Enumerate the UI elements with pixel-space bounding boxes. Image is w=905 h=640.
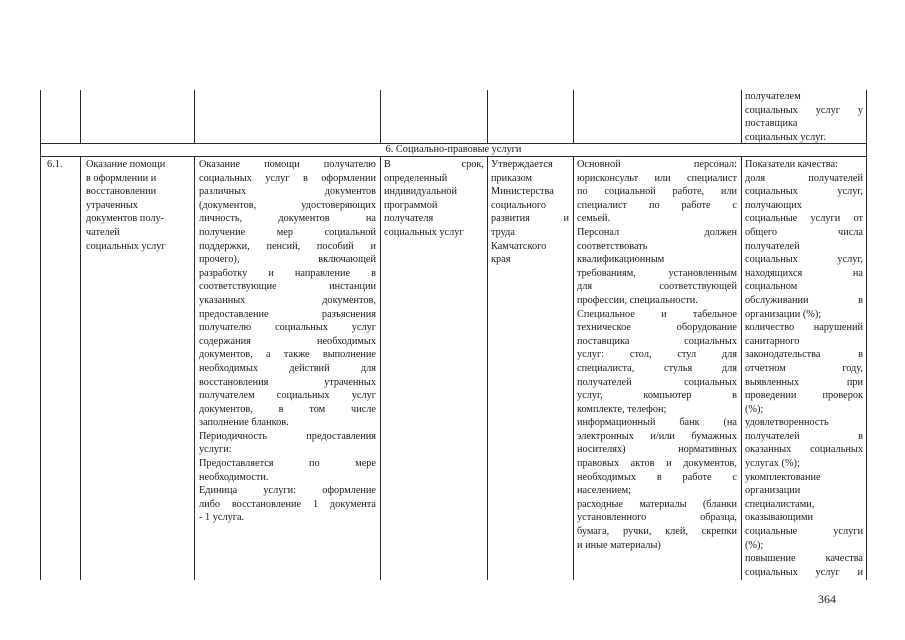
- cell-line: поставщика: [745, 118, 798, 130]
- cell-line: приказом: [491, 172, 533, 184]
- cell-line: отчетном году,: [745, 362, 863, 374]
- cell-line: труда: [491, 226, 515, 238]
- cell-line: поддержки, пенсий, пособий и: [199, 240, 376, 252]
- cell-line: Показатели качества:: [745, 159, 838, 170]
- cell-line: необходимости.: [199, 471, 269, 483]
- cell-line: утраченных: [86, 199, 138, 211]
- cell-line: Специальное и табельное: [577, 308, 737, 320]
- cell-line: санитарного: [745, 335, 800, 347]
- cell-line: Камчатского: [491, 240, 547, 252]
- cell-line: получателей в: [745, 430, 863, 442]
- table-rule: [573, 156, 574, 580]
- cell-line: социальных услуг,: [745, 254, 863, 266]
- cell-line: укомплектование: [745, 471, 821, 483]
- cell-line: социальном: [745, 281, 798, 293]
- cell-line: обслуживании в: [745, 294, 863, 306]
- cell-line: социальных услуг в оформлении: [199, 172, 376, 184]
- cell-line: Министерства: [491, 186, 554, 198]
- cell-line: предоставление разъяснения: [199, 308, 376, 320]
- cell-line: поставщика социальных: [577, 335, 737, 347]
- service-name-cell: [86, 158, 190, 253]
- cell-line: восстановления утраченных: [199, 376, 376, 388]
- cell-line: определенный: [384, 172, 448, 184]
- cell-line: программой: [384, 199, 438, 211]
- cell-line: и иные материалы): [577, 539, 661, 551]
- cell-line: содержания необходимых: [199, 335, 376, 347]
- cell-line: получающих: [745, 199, 802, 211]
- cell-line: получение мер социальной: [199, 226, 376, 238]
- cell-line: законодательства в: [745, 349, 863, 361]
- cell-line: указанных документов,: [199, 294, 376, 306]
- cell-line: Оказание помощи получателю: [199, 159, 376, 170]
- cell-line: получателей социальных: [577, 376, 737, 388]
- cell-line: развития и: [491, 213, 569, 225]
- cell-line: В срок,: [384, 159, 484, 170]
- table-rule: [866, 90, 867, 580]
- cell-line: социального: [491, 199, 547, 211]
- table-rule: [80, 90, 81, 143]
- cell-line: получателем социальных услуг: [199, 390, 376, 402]
- cell-line: в оформлении и: [86, 172, 157, 184]
- cell-line: разработку и направление в: [199, 267, 376, 279]
- cell-line: общего числа: [745, 226, 863, 238]
- table-rule: [194, 156, 195, 580]
- cell-line: получателя: [384, 213, 434, 225]
- cell-line: находящихся на: [745, 267, 863, 279]
- cell-line: организации (%);: [745, 308, 822, 320]
- cell-line: повышение качества: [745, 553, 863, 565]
- table-rule: [380, 90, 381, 143]
- cell-line: социальных услуг: [384, 226, 464, 238]
- cell-line: профессии, специальности.: [577, 294, 698, 306]
- cell-line: семьей.: [577, 213, 611, 225]
- cell-line: чателей: [86, 226, 120, 238]
- cell-line: заполнение бланков.: [199, 417, 289, 429]
- cell-line: установленного образца,: [577, 512, 737, 524]
- cell-line: получателю социальных услуг: [199, 322, 376, 334]
- cell-line: социальных услуг,: [745, 186, 863, 198]
- cell-line: расходные материалы (бланки: [577, 498, 737, 510]
- cell-line: комплекте, телефон;: [577, 403, 667, 415]
- cell-line: специалистами,: [745, 498, 815, 510]
- cell-line: (%);: [745, 539, 764, 551]
- cell-line: электронных и/или бумажных: [577, 430, 737, 442]
- cell-line: правовых актов и документов,: [577, 458, 737, 470]
- cell-line: личность, документов на: [199, 213, 376, 225]
- service-term-cell: [384, 158, 484, 240]
- cell-line: выявленных при: [745, 376, 863, 388]
- table-rule: [194, 90, 195, 143]
- cell-line: услуг: стол, стул для: [577, 349, 737, 361]
- table-rule: [573, 90, 574, 143]
- page-number: 364: [818, 592, 836, 606]
- cell-line: прочего), включающей: [199, 254, 376, 266]
- cell-line: количество нарушений: [745, 322, 863, 334]
- cell-line: услугах (%);: [745, 458, 800, 470]
- cell-line: Единица услуги: оформление: [199, 485, 376, 497]
- cell-line: оказанных социальных: [745, 444, 863, 456]
- cell-line: документов, а также выполнение: [199, 349, 376, 361]
- table-rule: [40, 90, 41, 580]
- table-rule: [380, 156, 381, 580]
- cell-line: услуг, компьютер в: [577, 390, 737, 402]
- cell-line: социальных услуг: [86, 240, 166, 252]
- cell-line: оказывающими: [745, 512, 814, 524]
- cell-line: социальных услуг у: [745, 104, 863, 116]
- cell-line: социальные услуги от: [745, 213, 863, 225]
- table-rule: [741, 156, 742, 580]
- cell-line: Персонал должен: [577, 226, 737, 238]
- cell-line: специалиста, стулья для: [577, 362, 737, 374]
- service-conditions-cell: [577, 158, 737, 552]
- cell-line: либо восстановление 1 документа: [199, 498, 376, 510]
- cell-line: юрисконсульт или специалист: [577, 172, 737, 184]
- cell-line: необходимых в работе с: [577, 471, 737, 483]
- cell-line: услуги:: [199, 444, 232, 456]
- top-row-quality-cell: [745, 90, 863, 144]
- cell-line: социальных услуг и: [745, 566, 863, 578]
- row-number: 6.1.: [47, 159, 63, 170]
- cell-line: носителях) нормативных: [577, 444, 737, 456]
- cell-line: получателем: [745, 91, 801, 102]
- cell-line: Основной персонал:: [577, 159, 737, 170]
- cell-line: доля получателей: [745, 172, 863, 184]
- cell-line: (документов, удостоверяющих: [199, 199, 376, 211]
- cell-line: социальные услуги: [745, 526, 863, 538]
- section-title: 6. Социально-правовые услуги: [385, 144, 522, 155]
- service-norm-cell: [491, 158, 569, 267]
- cell-line: индивидуальной: [384, 186, 458, 198]
- row-number-cell: [47, 158, 77, 172]
- table-rule: [741, 90, 742, 143]
- cell-line: - 1 услуга.: [199, 512, 245, 524]
- cell-line: края: [491, 254, 511, 266]
- service-description-cell: [199, 158, 376, 525]
- cell-line: социальных услуг.: [745, 131, 827, 143]
- cell-line: информационный банк (на: [577, 417, 737, 429]
- cell-line: населением;: [577, 485, 632, 497]
- cell-line: организации: [745, 485, 801, 497]
- cell-line: получателей: [745, 240, 800, 252]
- cell-line: необходимых действий для: [199, 362, 376, 374]
- table-rule: [487, 156, 488, 580]
- cell-line: Периодичность предоставления: [199, 430, 376, 442]
- cell-line: документов полу-: [86, 213, 165, 225]
- cell-line: специалист по работе с: [577, 199, 737, 211]
- table-rule: [487, 90, 488, 143]
- table-rule: [80, 156, 81, 580]
- cell-line: техническое оборудование: [577, 322, 737, 334]
- cell-line: Оказание помощи: [86, 159, 166, 170]
- cell-line: для соответствующей: [577, 281, 737, 293]
- cell-line: удовлетворенность: [745, 417, 829, 429]
- cell-line: документов, в том числе: [199, 403, 376, 415]
- cell-line: требованиям, установленным: [577, 267, 737, 279]
- cell-line: квалификационным: [577, 254, 665, 266]
- cell-line: бумага, ручки, клей, скрепки: [577, 526, 737, 538]
- cell-line: (%);: [745, 403, 764, 415]
- cell-line: проведении проверок: [745, 390, 863, 402]
- cell-line: Предоставляется по мере: [199, 458, 376, 470]
- cell-line: по социальной работе, или: [577, 186, 737, 198]
- cell-line: восстановлении: [86, 186, 157, 198]
- cell-line: соответствующие инстанции: [199, 281, 376, 293]
- cell-line: Утверждается: [491, 159, 553, 170]
- cell-line: соответствовать: [577, 240, 648, 252]
- service-quality-cell: [745, 158, 863, 579]
- cell-line: различных документов: [199, 186, 376, 198]
